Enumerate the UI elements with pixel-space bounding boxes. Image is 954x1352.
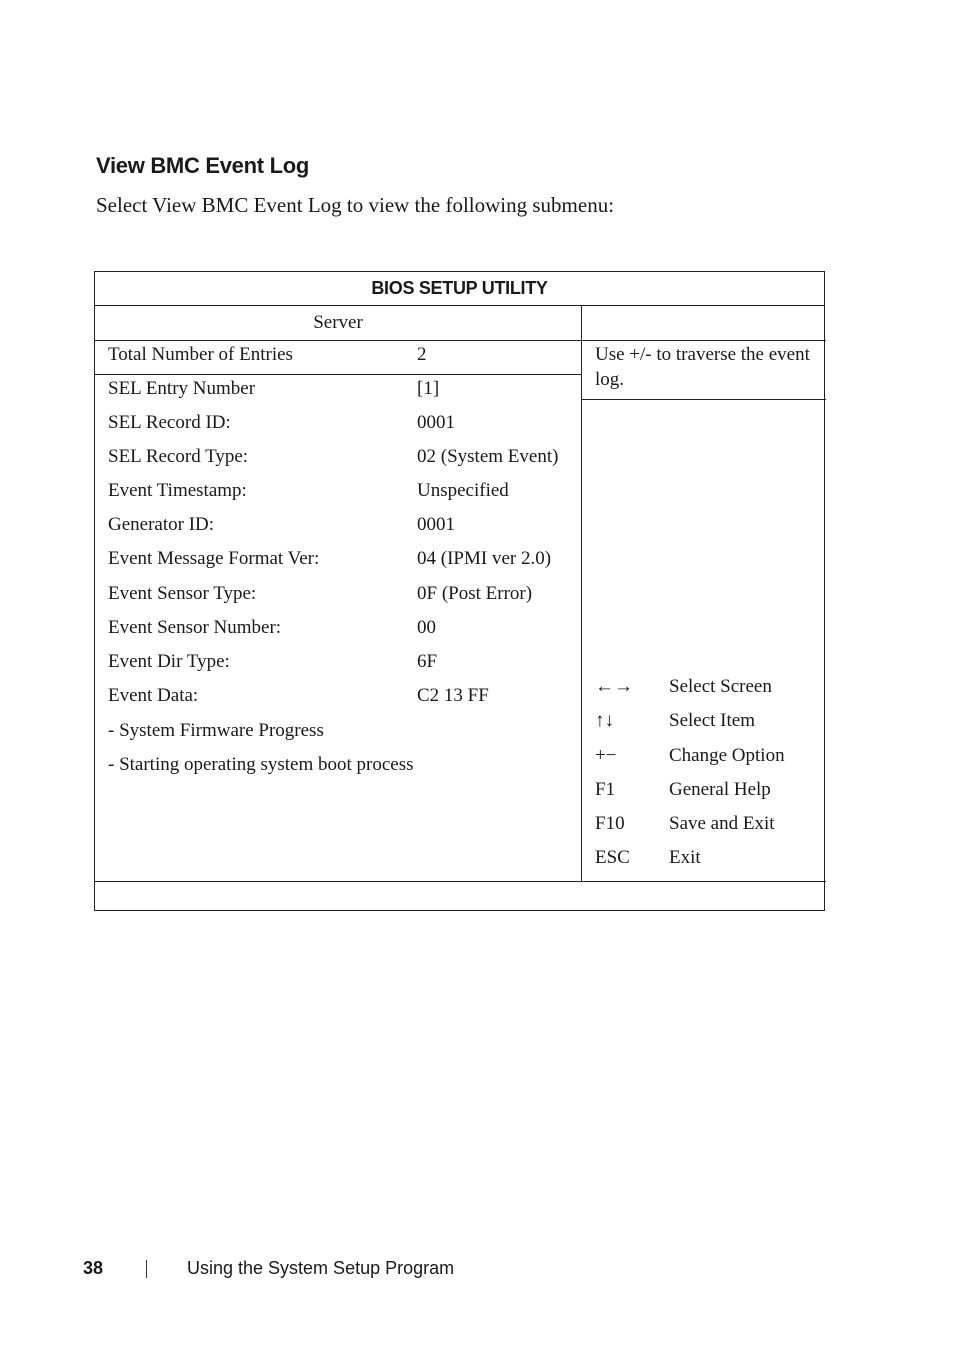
- field-label: Event Dir Type:: [108, 651, 230, 672]
- intro-text: Select View BMC Event Log to view the following submenu:: [96, 193, 615, 217]
- field-value: 2: [417, 344, 427, 365]
- field-value: Unspecified: [417, 480, 509, 501]
- field-value: C2 13 FF: [417, 685, 489, 706]
- field-label: Event Message Format Ver:: [108, 548, 320, 569]
- field-label: SEL Entry Number: [108, 378, 256, 399]
- field-label: SEL Record ID:: [108, 412, 231, 433]
- event-note: - Starting operating system boot process: [108, 754, 414, 775]
- plus-minus-icon: +−: [595, 745, 617, 766]
- key-description: Save and Exit: [669, 813, 775, 834]
- field-label: Event Sensor Type:: [108, 583, 257, 604]
- field-label: Generator ID:: [108, 514, 215, 535]
- key-description: Select Item: [669, 710, 755, 731]
- bios-setup-screen: [94, 271, 825, 911]
- field-value: 0F (Post Error): [417, 583, 533, 604]
- field-value: 6F: [417, 651, 438, 672]
- key-label: F10: [595, 813, 625, 834]
- field-value: 04 (IPMI ver 2.0): [417, 548, 552, 569]
- chapter-title: Using the System Setup Program: [187, 1258, 455, 1278]
- tab-divider: [95, 340, 581, 341]
- section-title: View BMC Event Log: [96, 153, 309, 178]
- help-divider: [581, 399, 826, 400]
- row-divider: [95, 374, 581, 375]
- key-label: ESC: [595, 847, 630, 868]
- left-right-arrows-icon: ←→: [595, 676, 633, 697]
- key-label: F1: [595, 779, 616, 800]
- field-label: Event Data:: [108, 685, 199, 706]
- key-description: Exit: [669, 847, 701, 868]
- key-description: General Help: [669, 779, 771, 800]
- tab-server[interactable]: Server: [313, 312, 363, 333]
- field-value: 00: [417, 617, 436, 638]
- status-divider: [95, 881, 826, 882]
- field-value: 0001: [417, 514, 455, 535]
- help-description: Use +/- to traverse the event log.: [595, 344, 810, 390]
- help-top-divider: [581, 340, 826, 341]
- field-label: Total Number of Entries: [108, 344, 293, 365]
- field-label: SEL Record Type:: [108, 446, 249, 467]
- bios-title: BIOS SETUP UTILITY: [95, 272, 824, 306]
- key-description: Select Screen: [669, 676, 772, 697]
- page-number: 38: [83, 1258, 104, 1278]
- field-label: Event Sensor Number:: [108, 617, 282, 638]
- column-divider: [581, 306, 582, 881]
- key-description: Change Option: [669, 745, 785, 766]
- event-note: - System Firmware Progress: [108, 720, 324, 741]
- footer-divider: [146, 1260, 147, 1278]
- field-value[interactable]: [1]: [417, 378, 440, 399]
- field-value: 0001: [417, 412, 455, 433]
- field-label: Event Timestamp:: [108, 480, 247, 501]
- up-down-arrows-icon: ↑↓: [595, 710, 614, 731]
- field-value: 02 (System Event): [417, 446, 559, 467]
